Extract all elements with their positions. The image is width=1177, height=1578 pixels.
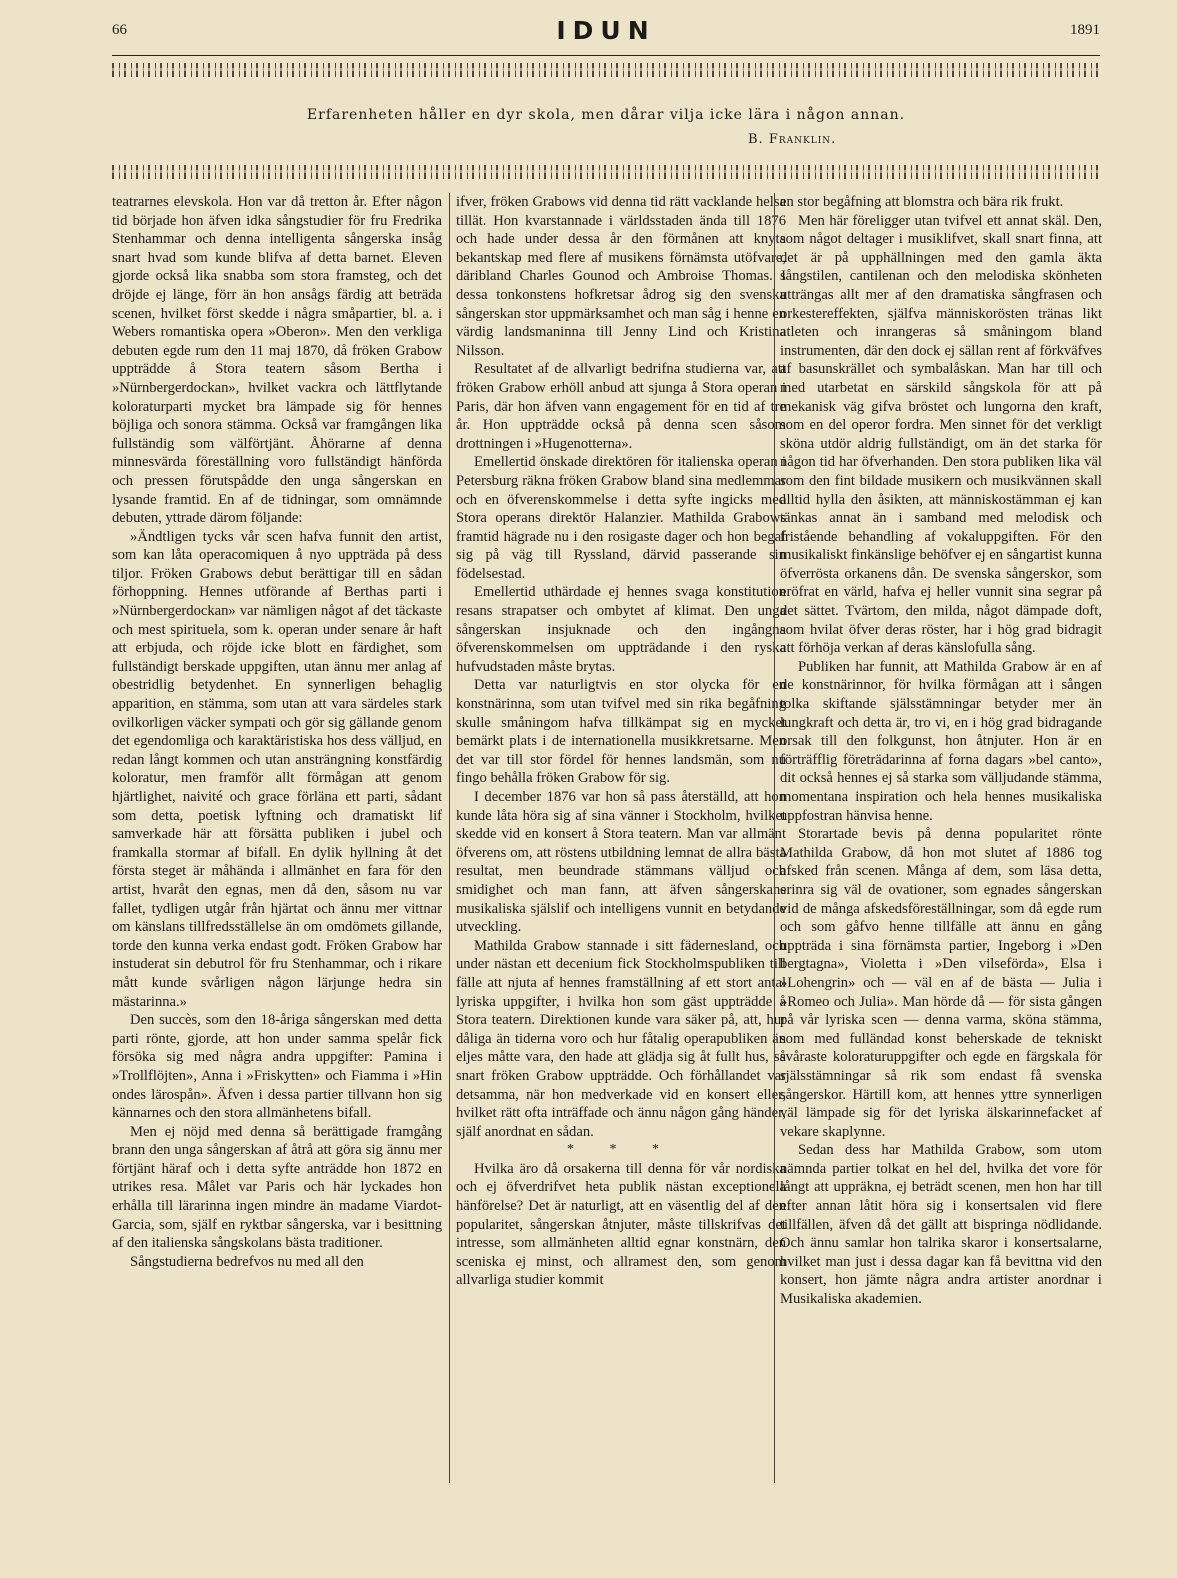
ornament-border-top [112,63,1100,77]
section-separator: * * * [567,1142,675,1158]
column-3 [780,193,1102,1483]
paragraph: Sångstudierna bedrefvos nu med all den [130,1253,364,1270]
paragraph: Emellertid uthärdade ej hennes svaga konstitution resans strapatser och ombytet af klimat. Den unga sångerskan insjuknade och den ingångna öfverenskommelsen om uppträdande i den ryska hufvudstaden måste brytas. [456,584,786,675]
paragraph: Emellertid önskade direktören för italienska operan i Petersburg räkna fröken Grabow bland sina medlemmar och en öfverenskommelse i detta syfte ingicks med Stora operans direktör Halanzier. Mathilda Grabows framtid hägrade nu i den rosigaste dager och hon begaf sig på väg till Ryssland, därvid passerande sin födelsestad. [456,454,786,582]
column-2 [456,193,786,1483]
paragraph: Sedan dess har Mathilda Grabow, som utom nämnda partier tolkat en hel del, hvilka det vore för långt att uppräkna, ej beträdt scenen, men hon har till efter annan låtit höra sig i konsertsalen vid flere tillfällen, äfven då det gällt att bispringa nödlidande. Och ännu samlar hon talrika skaror i konsertsalarne, hvilket man just i dessa dagar kan få bevittna vid den konsert, hon jämte några andra artister anordnar i Musikaliska akademien. [780,1142,1102,1308]
paragraph: teatrarnes elevskola. Hon var då tretton år. Efter någon tid började hon äfven idka sångstudier för fru Fredrika Stenhammar och denna intelligenta sångerska insåg snart hvad som kunde blifva af detta barnet. Eleven gjorde också lika snabba som stora framsteg, och det dröjde ej länge, förr än hon ansågs färdig att beträda scenen, hvilket först skedde i några småpartier, bl. a. i Webers romantiska opera »Oberon». Men den verkliga debuten egde rum den 11 maj 1870, då fröken Grabow uppträdde å Stora teatern såsom Bertha i »Nürnbergerdockan», hvilket vackra och lättflytande koloraturparti mycket bra lämpade sig för hennes böjliga och sonora stämma. Också var framgången lika fullständig som välförtjänt. Åhörarne af denna minnesvärda föreställning voro fullständigt hänförda och pressen förutspådde den unga sångerskan en lysande framtid. En af de tidningar, som omnämnde debuten, yttrade därom följande: [112,194,442,527]
header-rule [112,55,1100,56]
paragraph: Detta var naturligtvis en stor olycka för en konstnärinna, som utan tvifvel med sin rika begåfning skulle småningom hafva tillkämpat sig en mycket bemärkt plats i de internationella musikkretsarne. Men det var till stor fördel för hennes landsmän, som nu fingo behålla fröken Grabow för sig. [456,677,786,787]
paragraph: Men ej nöjd med denna så berättigade framgång brann den unga sångerskan af åtrå att göra sig ännu mer förtjänt häraf och i detta syfte anträdde hon 1872 en utrikes resa. Målet var Paris och här lyckades hon erhålla till lärarinna ingen mindre än madame Viardot-Garcia, som, själf en ryktbar sångerska, var i besittning af den italienska sångskolans bästa traditioner. [112,1123,442,1252]
paragraph: Publiken har funnit, att Mathilda Grabow är en af de konstnärinnor, för hvilka förmågan att i sången tolka skiftande själsstämningar betyder mer än lungkraft och detta är, tro vi, en i hög grad bidragande orsak till den folkgunst, hon åtnjuter. Hon är en förträfflig företrädarinna af forna dagars »bel canto», dit också hennes ej så starka som välljudande stämma, momentana inspiration och hela hennes musikaliska uppfostran hänvisa henne. [780,658,1102,824]
paragraph: en stor begåfning att blomstra och bära rik frukt. [780,194,1064,210]
motto-quote: Erfarenheten håller en dyr skola, men dårar vilja icke lära i någon annan. [306,107,906,123]
paragraph: Hvilka äro då orsakerna till denna för vår nordiska och ej öfverdrifvet heta publik nästan exceptionela hänförelse? Det är naturligt, att en väsentlig del af den popularitet, sångerskan åtnjuter, måste tillskrifvas det intresse, som allmänheten alltid egnar konstnärn, den sceniska ej minst, och allramest den, som genom allvarliga studier kommit [456,1160,786,1289]
column-1 [112,193,442,1483]
column-divider [449,193,450,1483]
paragraph: Men här föreligger utan tvifvel ett annat skäl. Den, som något deltager i musiklifvet, skall snart finna, att det är på upphällningen med den gamla äkta sångstilen, cantilenan och den melodiska skönheten utträngas allt mer af den dramatiska sångfrasen och orkestereffekten, själfva människorösten tränas likt atleten och inrangeras så småningom bland instrumenten, där den dock ej sällan rent af förkväfves af basunskrället och symbalåskan. Man har till och med utarbetat en särskild sångskola för att på mekanisk väg gifva bröstet och lungorna den kraft, som en del operor fordra. Men sinnet för det verkligt sköna utdör aldrig fullständigt, om än det starka för någon tid har öfverhanden. Den stora publiken lika väl som den fint bildade musikern och musikvännen skall alltid hylla den åsikten, att människostämman ej kan tänkas annat än i samband med melodisk och fristående behandling af vokaluppgiften. För den musikaliskt finkänslige behöfver ej en sångartist kunna öfverrösta orkanens dån. De svenska sångerskor, som eröfrat en värld, hafva ej heller vunnit sina segrar på det sättet. Tvärtom, den milda, något dämpade doft, som hvilat öfver deras röster, har i hög grad bidragit att förhöja verkan af deras känslofulla sång. [780,212,1102,657]
motto-author: B. Franklin. [748,132,837,147]
masthead-title: IDUN [556,16,656,45]
paragraph: ifver, fröken Grabows vid denna tid rätt vacklande helsa tillät. Hon kvarstannade i världsstaden ända till 1876 och hade under dessa år den förmånen att knyta bekantskap med flere af musikens förnämsta utöfvare, däribland Charles Gounod och Ambroise Thomas. I dessa tonkonstens hofkretsar ådrog sig den svenska sångerskan stor uppmärksamhet och man såg i henne en värdig landsmaninna till Jenny Lind och Kristina Nilsson. [456,194,786,359]
page-number: 66 [112,22,127,38]
year-label: 1891 [1070,22,1100,38]
column-divider [774,193,775,1483]
paragraph: Mathilda Grabow stannade i sitt fädernesland, och under nästan ett decenium fick Stockholmspubliken till fälle att njuta af hennes framställning af ett stort antal lyriska uppgifter, i hvilka hon som gäst uppträdde å Stora teatern. Direktionen kunde vara säker på, att, hur dåliga än tiderna voro och hur fåtalig operapubliken än eljes måtte vara, den hade att glädja sig åt fullt hus, så snart fröken Grabow uppträdde. Och förhållandet var detsamma, när hon medverkade vid en konsert eller, hvilket rätt ofta inträffade och ännu någon gång händer, själf anordnat en sådan. [456,937,786,1140]
page-header [112,16,1100,50]
article-columns [112,193,1102,1493]
paragraph: Storartade bevis på denna popularitet rönte Mathilda Grabow, då hon mot slutet af 1886 tog afsked från scenen. Många af dem, som läsa detta, erinra sig väl de ovationer, som egnades sångerskan vid de många afskedsföreställningar, som då egde rum och som gåfvo henne tillfälle att ännu en gång uppträda i sina förnämsta partier, Ingeborg i »Den bergtagna», Violetta i »Den vilseförda», Elsa i »Lohengrin» och — väl en af de bästa — Julia i »Romeo och Julia». Man hörde då — för sista gången på vår lyriska scen — denna varma, sköna stämma, som med fulländad konst beherskade de tekniskt svåraste koloraturuppgifter och egde en färgskala för själsstämningar så rik som endast få svenska sångerskor. Härtill kom, att hennes yttre synnerligen väl lämpade sig för det lyriska älskarinnefacket af vekare skaplynne. [780,826,1102,1140]
paragraph: »Ändtligen tycks vår scen hafva funnit den artist, som kan låta operacomiquen å nyo uppträda på dess tiljor. Fröken Grabows debut berättigar till en sådan förhoppning. Hennes utförande af Berthas parti i »Nürnbergerdockan» var nämligen något af det täckaste och mest spirituela, som k. operan under senare år haft att erbjuda, och röjde icke blott en färdighet, som fullständigt berskade uppgiften, utan ännu mer anlag af obestridlig betydenhet. En synnerligen behaglig apparition, en stämma, som utan att vara särdeles stark ovilkorligen väcker sympati och gör sig gällande genom det egendomliga och karaktäristiska hos dess välljud, en redan långt kommen och utan ansträngning konstfärdig koloratur, men framför allt förmågan att genom hjärtlighet, naivité och grace förläna ett parti, sådant som detta, poetisk lyftning och dramatiskt lif samverkade här att försätta publiken i jubel och framkalla stormar af bifall. En dylik hyllning åt det första steget är måhända i allmänhet en fara för den artist, hvaråt den egnas, men då den, såsom nu var fallet, tydligen utgår från hjärtat och ännu mer vittnar om känslans tillfredsställelse än om omdömets gillande, torde den kunna verka endast godt. Fröken Grabow har instuderat sin debutrol för fru Stenhammar, och i rikare mått kunde svårligen någon lärjunge hedra sin mästarinna.» [112,528,442,1010]
paragraph: Den succès, som den 18-åriga sångerskan med detta parti rönte, gjorde, att hon under samma spelår fick försöka sig med några andra uppgifter: Pamina i »Trollflöjten», Anna i »Friskytten» och Fiamma i »Hin ondes lärospån». Äfven i dessa partier tillvann hon sig kännarnes och den stora allmänhetens bifall. [112,1012,442,1122]
paragraph: I december 1876 var hon så pass återställd, att hon kunde låta höra sig af sina vänner i Stockholm, hvilket skedde vid en konsert å Stora teatern. Man var allmänt öfverens om, att röstens utbildning lemnat de allra bästa resultat, men beundrade stämmans välljud och smidighet och man fann, att äfven sångerskans musikaliska själslif och intelligens vunnit en betydande utveckling. [456,789,786,936]
ornament-border-bottom [112,165,1100,179]
paragraph: Resultatet af de allvarligt bedrifna studierna var, att fröken Grabow erhöll anbud att sjunga å Stora operan i Paris, där hon äfven vann engagement för en tid af tre år. Hon uppträdde också på denna scen såsom drottningen i »Hugenotterna». [456,361,786,452]
